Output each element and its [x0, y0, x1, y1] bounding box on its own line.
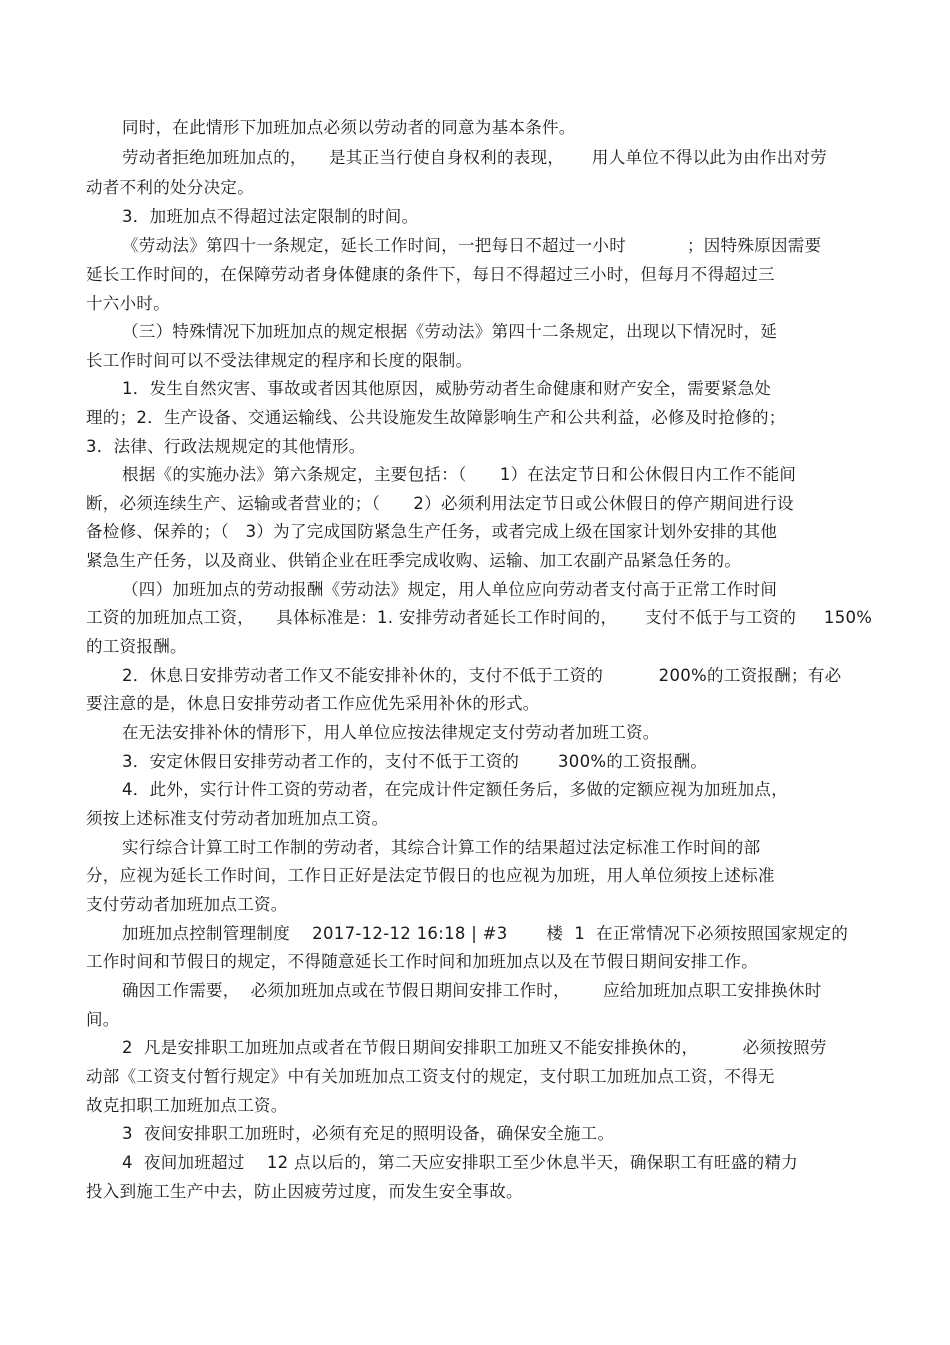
text-line: 支付劳动者加班加点工资。 — [86, 895, 288, 914]
text-line: 断，必须连续生产、运输或者营业的；（ 2）必须利用法定节日或公休假日的停产期间进行设 — [86, 494, 794, 513]
text-line: 同时，在此情形下加班加点必须以劳动者的同意为基本条件。 — [122, 118, 576, 137]
text-line: 的工资报酬。 — [86, 637, 187, 656]
text-line: 间。 — [86, 1010, 120, 1029]
text-line: 延长工作时间的，在保障劳动者身体健康的条件下，每日不得超过三小时，但每月不得超过三 — [86, 265, 775, 284]
text-line: 紧急生产任务，以及商业、供销企业在旺季完成收购、运输、加工农副产品紧急任务的。 — [86, 551, 742, 570]
text-line: 须按上述标准支付劳动者加班加点工资。 — [86, 809, 389, 828]
text-line: 动部《工资支付暂行规定》中有关加班加点工资支付的规定，支付职工加班加点工资，不得无 — [86, 1067, 775, 1086]
text-line: 长工作时间可以不受法律规定的程序和长度的限制。 — [86, 351, 473, 370]
text-line: 理的；2．生产设备、交通运输线、公共设施发生故障影响生产和公共利益，必修及时抢修的； — [86, 408, 786, 427]
text-line: 要注意的是，休息日安排劳动者工作应优先采用补休的形式。 — [86, 694, 540, 713]
text-line: 2 凡是安排职工加班加点或者在节假日期间安排职工加班又不能安排换休的， 必须按照劳 — [122, 1038, 827, 1057]
text-line: 2．休息日安排劳动者工作又不能安排补休的，支付不低于工资的 200%的工资报酬；有必 — [122, 666, 842, 685]
text-line: 1．发生自然灾害、事故或者因其他原因，威胁劳动者生命健康和财产安全，需要紧急处 — [122, 379, 772, 398]
text-line: 3．安定休假日安排劳动者工作的，支付不低于工资的 300%的工资报酬。 — [122, 752, 708, 771]
text-line: 3．法律、行政法规规定的其他情形。 — [86, 437, 366, 456]
text-line: 工资的加班加点工资， 具体标准是：1. 安排劳动者延长工作时间的， 支付不低于与工资的 150% — [86, 608, 873, 627]
text-line: 投入到施工生产中去，防止因疲劳过度，而发生安全事故。 — [86, 1182, 523, 1201]
text-line: 分，应视为延长工作时间，工作日正好是法定节假日的也应视为加班，用人单位须按上述标准 — [86, 866, 775, 885]
text-line: 3．加班加点不得超过法定限制的时间。 — [122, 207, 419, 226]
text-line: 在无法安排补休的情形下，用人单位应按法律规定支付劳动者加班工资。 — [122, 723, 660, 742]
text-line: 4．此外，实行计件工资的劳动者，在完成计件定额任务后，多做的定额应视为加班加点， — [122, 780, 788, 799]
text-line: 动者不利的处分决定。 — [86, 178, 254, 197]
text-line: 加班加点控制管理制度 2017-12-12 16:18 | #3 楼 1 在正常情况下必须按照国家规定的 — [122, 924, 849, 943]
text-line: （四）加班加点的劳动报酬《劳动法》规定，用人单位应向劳动者支付高于正常工作时间 — [122, 580, 778, 599]
text-line: 4 夜间加班超过 12 点以后的，第二天应安排职工至少休息半天，确保职工有旺盛的精力 — [122, 1153, 799, 1172]
text-line: 根据《的实施办法》第六条规定，主要包括：（ 1）在法定节日和公休假日内工作不能间 — [122, 465, 797, 484]
text-line: 3 夜间安排职工加班时，必须有充足的照明设备，确保安全施工。 — [122, 1124, 615, 1143]
text-line: 工作时间和节假日的规定，不得随意延长工作时间和加班加点以及在节假日期间安排工作。 — [86, 952, 758, 971]
text-line: 《劳动法》第四十一条规定，延长工作时间，一把每日不超过一小时 ；因特殊原因需要 — [122, 236, 822, 255]
text-line: （三）特殊情况下加班加点的规定根据《劳动法》第四十二条规定，出现以下情况时，延 — [122, 322, 778, 341]
text-line: 确因工作需要， 必须加班加点或在节假日期间安排工作时， 应给加班加点职工安排换休时 — [122, 981, 822, 1000]
text-line: 故克扣职工加班加点工资。 — [86, 1096, 288, 1115]
text-line: 十六小时。 — [86, 294, 170, 313]
text-line: 劳动者拒绝加班加点的， 是其正当行使自身权利的表现， 用人单位不得以此为由作出对劳 — [122, 148, 828, 167]
text-line: 备检修、保养的；（ 3）为了完成国防紧急生产任务，或者完成上级在国家计划外安排的其他 — [86, 522, 778, 541]
text-line: 实行综合计算工时工作制的劳动者，其综合计算工作的结果超过法定标准工作时间的部 — [122, 838, 761, 857]
